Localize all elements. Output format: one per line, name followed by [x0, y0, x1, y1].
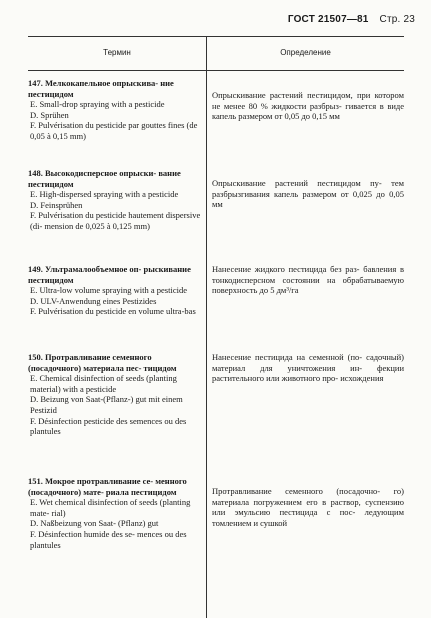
column-divider — [206, 36, 207, 618]
term-english: E. Ultra-low volume spraying with a pesticide — [30, 285, 187, 296]
term-number: 147. — [28, 78, 43, 88]
term-cell — [28, 78, 204, 142]
standard-number: ГОСТ 21507—81 — [287, 14, 369, 25]
term-english: E. Small-drop spraying with a pesticide — [30, 99, 165, 110]
term-number: 148. — [28, 168, 43, 178]
term-russian: Мелкокапельное опрыскива- ние пестицидом — [28, 78, 174, 99]
term-german: D. Feinsprühen — [30, 199, 83, 210]
column-header-terms: Термин — [103, 48, 131, 57]
term-russian: Высокодисперсное опрыски- вание пестицидом — [28, 168, 181, 189]
term-cell — [28, 264, 204, 317]
term-number: 149. — [28, 264, 43, 274]
term-french: F. Pulvérisation du pesticide par gouttes fines (de 0,05 à 0,15 mm) — [30, 120, 198, 141]
term-cell — [28, 352, 204, 437]
term-russian: Протравливание семенного (посадочного) материала пес- тицидом — [28, 352, 177, 373]
term-english: E. Wet chemical disinfection of seeds (planting mate- rial) — [30, 497, 191, 518]
term-english: E. High-dispersed spraying with a pesticide — [30, 189, 179, 200]
term-russian: Ультрамалообъемное оп- рыскивание пестицидом — [28, 264, 191, 285]
term-number: 151. — [28, 476, 43, 486]
term-french: F. Pulvérisation du pesticide hautement dispersive (di- mension de 0,025 à 0,125 mm) — [30, 210, 201, 231]
table-top-rule — [28, 36, 404, 37]
page-header — [288, 14, 415, 25]
term-english: E. Chemical disinfection of seeds (planting material) with a pesticide — [30, 373, 177, 394]
term-german: D. Sprühen — [30, 109, 69, 120]
term-german: D. Naßbeizung von Saat- (Pflanz) gut — [30, 518, 159, 529]
term-definition: Опрыскивание растений пестицидом, при котором не менее 80 % жидкости разбрыз- гивается в виде капель размером от 0,05 до 0,15 мм — [212, 90, 404, 122]
term-cell — [28, 476, 204, 550]
term-number: 150. — [28, 352, 43, 362]
term-french: F. Pulvérisation du pesticide en volume ultra-bas — [30, 306, 196, 317]
term-russian: Мокрое протравливание се- менного (посадочного) мате- риала пестицидом — [28, 476, 187, 497]
term-german: D. ULV-Anwendung eines Pestizides — [30, 295, 157, 306]
term-french: F. Désinfection pesticide des semences ou des plantules — [30, 415, 187, 437]
term-definition: Протравливание семенного (посадочно- го) материала погружением его в раствор, суспензию или эмульсию пестицида с пос- ледующим томлением и сушкой — [212, 486, 404, 528]
page-number: Стр. 23 — [379, 14, 415, 25]
term-french: F. Désinfection humide des se- mences ou des plantules — [30, 528, 187, 550]
term-german: D. Beizung von Saat-(Pflanz-) gut mit einem Pestizid — [30, 394, 183, 415]
term-definition: Нанесение жидкого пестицида без раз- бавления в тонкодисперсном состоянии на обрабатываемую поверхность до 5 дм³/га — [212, 264, 404, 296]
column-header-definition: Определение — [280, 48, 331, 57]
term-definition: Опрыскивание растений пестицидом пу- тем разбрызгивания капель размером от 0,025 до 0,05 мм — [212, 178, 404, 210]
term-cell — [28, 168, 204, 232]
terms-table — [28, 36, 404, 618]
term-definition: Нанесение пестицида на семенной (по- садочный) материал для уничтожения ин- фекции растительного или животного про- исхождения — [212, 352, 404, 384]
table-header-rule — [28, 70, 404, 71]
